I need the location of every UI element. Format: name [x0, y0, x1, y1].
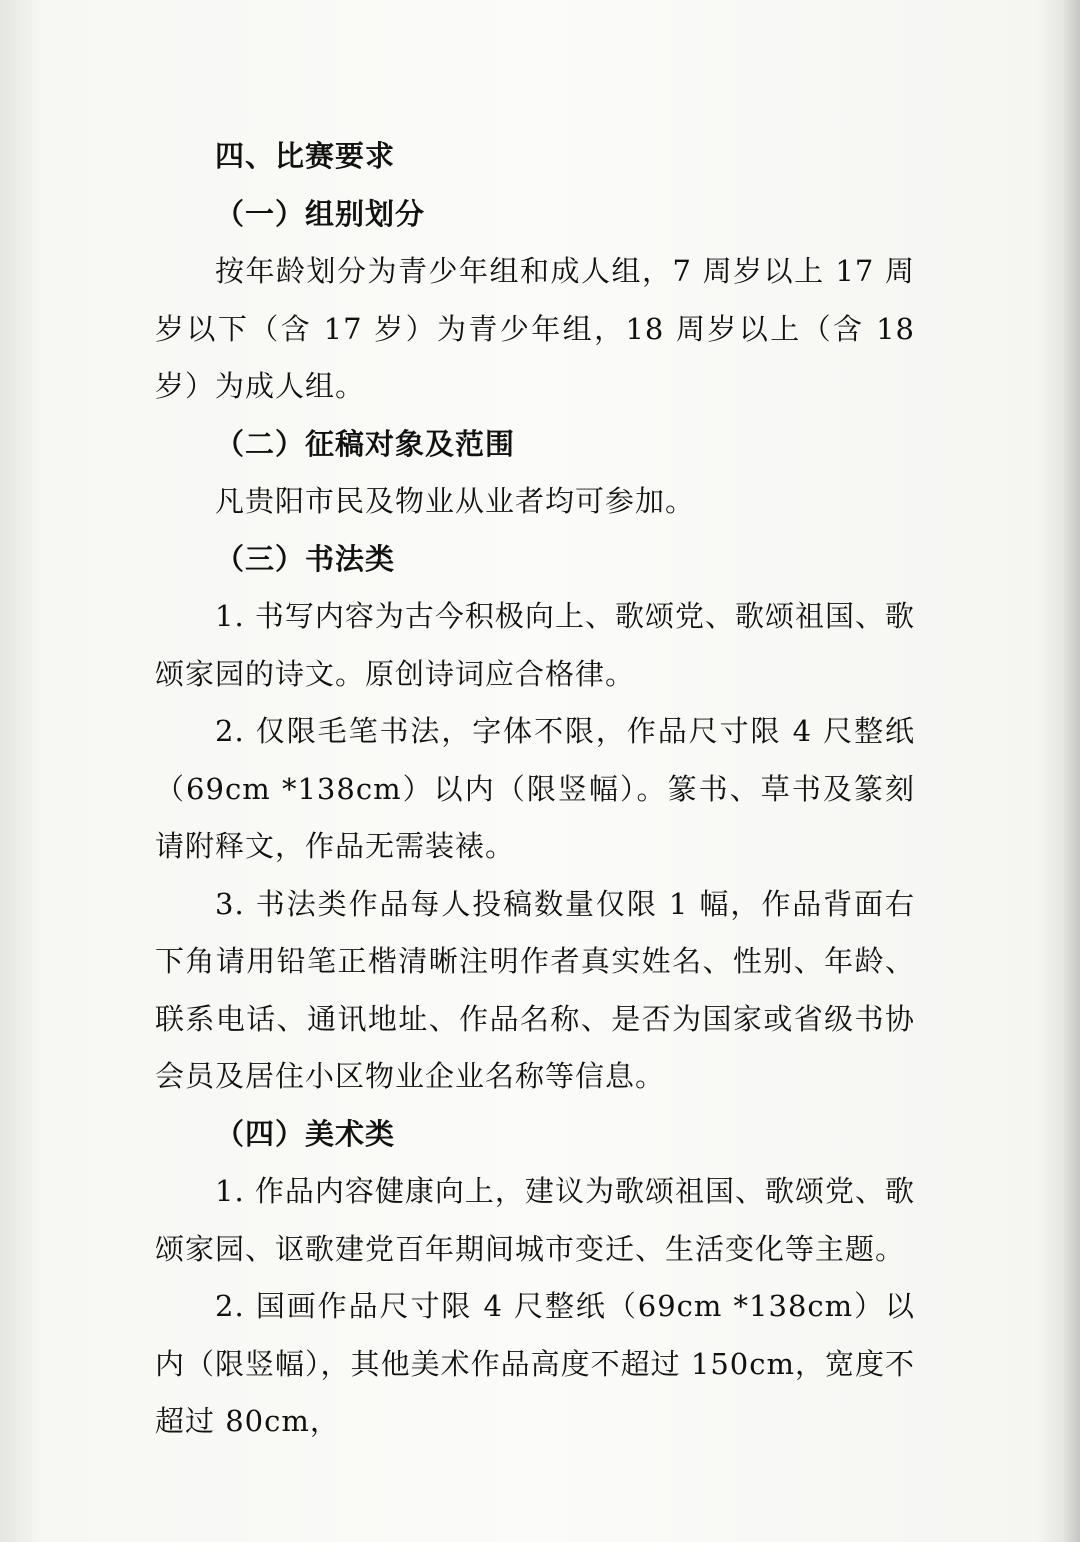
sub-heading-group-division: （一）组别划分: [215, 196, 426, 231]
sub-heading-eligibility: （二）征稿对象及范围: [215, 426, 516, 461]
section-heading: 四、比赛要求: [215, 139, 396, 173]
sub-heading-fine-arts: （四）美术类: [215, 1116, 396, 1151]
paragraph-calligraphy-2: 2. 仅限毛笔书法，字体不限，作品尺寸限 4 尺整纸（69cm *138cm）以内（限竖幅）。篆书、草书及篆刻请附释文，作品无需装裱。: [155, 714, 915, 863]
paragraph-fine-arts-1: 1. 作品内容健康向上，建议为歌颂祖国、歌颂党、歌颂家园、讴歌建党百年期间城市变迁、生活变化等主题。: [155, 1174, 915, 1266]
paragraph-calligraphy-3: 3. 书法类作品每人投稿数量仅限 1 幅，作品背面右下角请用铅笔正楷清晰注明作者真实姓名、性别、年龄、联系电话、通讯地址、作品名称、是否为国家或省级书协会员及居住小区物业企业名称等信息。: [155, 886, 915, 1093]
paragraph-calligraphy-1: 1. 书写内容为古今积极向上、歌颂党、歌颂祖国、歌颂家园的诗文。原创诗词应合格律。: [155, 599, 915, 691]
document-body: [155, 128, 915, 1451]
page-edge-shadow: [1062, 0, 1080, 1542]
paragraph-eligibility: 凡贵阳市民及物业从业者均可参加。: [215, 484, 696, 518]
paragraph-fine-arts-2: 2. 国画作品尺寸限 4 尺整纸（69cm *138cm）以内（限竖幅），其他美术作品高度不超过 150cm，宽度不超过 80cm，: [155, 1289, 915, 1438]
paragraph-group-division: 按年龄划分为青少年组和成人组，7 周岁以上 17 周岁以下（含 17 岁）为青少年组，18 周岁以上（含 18 岁）为成人组。: [155, 254, 915, 403]
sub-heading-calligraphy: （三）书法类: [215, 541, 396, 576]
